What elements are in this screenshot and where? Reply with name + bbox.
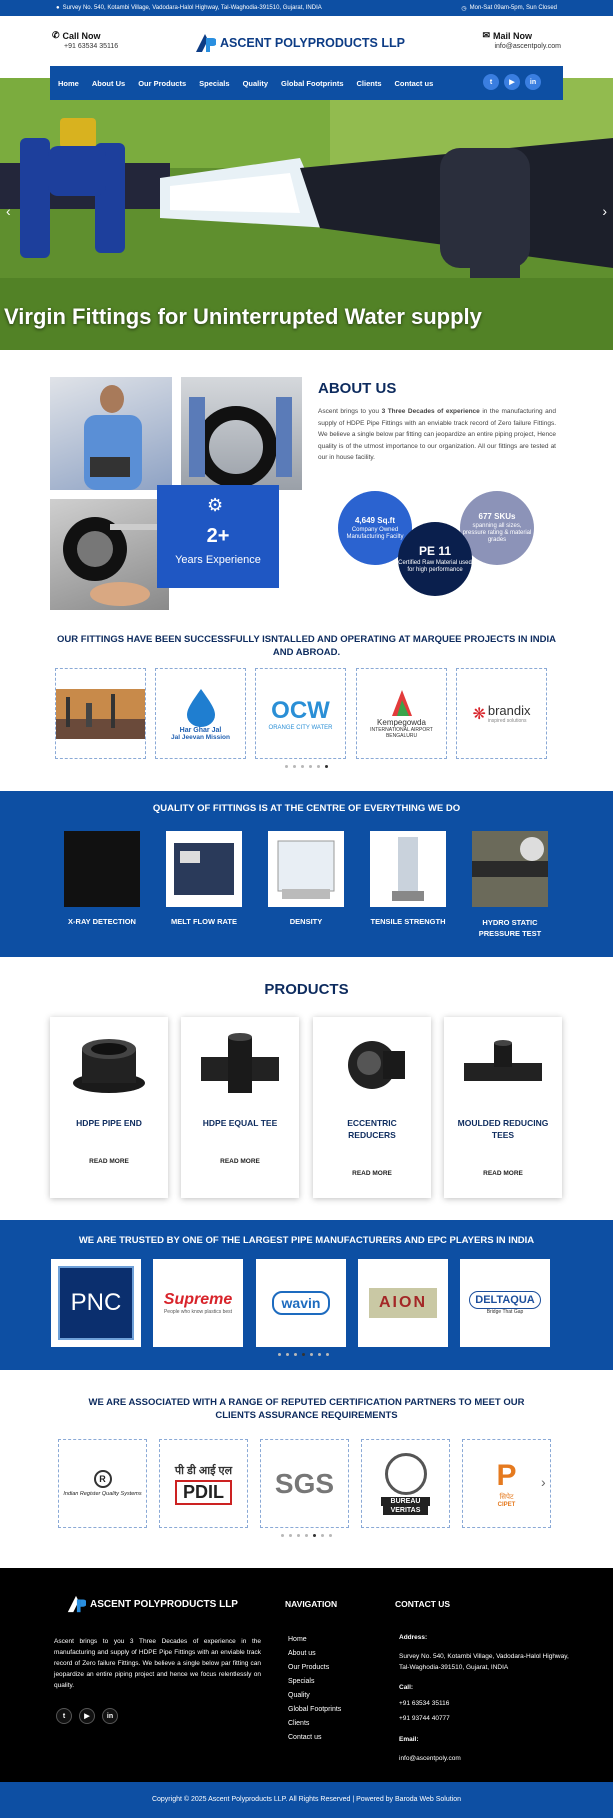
brandix-logo-icon: ❋ — [472, 705, 486, 723]
location-pin-icon: ● — [56, 5, 60, 11]
call-now-block[interactable]: ✆ Call Now +91 63534 35116 — [52, 30, 119, 50]
nav-home[interactable]: Home — [58, 78, 79, 88]
about-photo-caliper — [50, 499, 169, 610]
quality-item-hydro: HYDRO STATIC PRESSURE TEST — [465, 831, 555, 939]
footer-phone-2[interactable]: +91 93744 40777 — [399, 1715, 450, 1722]
product-card-equal-tee[interactable]: HDPE EQUAL TEE READ MORE — [181, 1017, 299, 1198]
carousel-dot[interactable] — [289, 1534, 292, 1537]
client-logo-supreme: Supreme People who know plastics best — [153, 1259, 243, 1347]
equal-tee-image — [181, 1017, 299, 1107]
carousel-dot[interactable] — [293, 765, 296, 768]
carousel-dot[interactable] — [301, 765, 304, 768]
carousel-dot[interactable] — [286, 1353, 289, 1356]
youtube-icon[interactable]: ▶ — [79, 1708, 95, 1724]
top-info-bar — [0, 0, 613, 16]
eccentric-reducer-image — [313, 1017, 431, 1107]
carousel-dot[interactable] — [294, 1353, 297, 1356]
linkedin-icon[interactable]: in — [102, 1708, 118, 1724]
main-nav — [50, 66, 563, 100]
product-card-pipe-end[interactable]: HDPE PIPE END READ MORE — [50, 1017, 168, 1198]
carousel-dot[interactable] — [305, 1534, 308, 1537]
nav-our-products[interactable]: Our Products — [138, 78, 187, 88]
trusted-carousel-dots[interactable] — [278, 1353, 329, 1356]
project-logo-ocw: OCW ORANGE CITY WATER — [255, 668, 346, 759]
phone-icon: ✆ — [52, 30, 60, 40]
projects-carousel-dots[interactable] — [285, 765, 328, 768]
ascent-logo-icon — [194, 32, 216, 54]
footer-contact-heading: CONTACT US — [395, 1599, 451, 1609]
cert-logo-bureau-veritas: BUREAU VERITAS — [361, 1439, 450, 1528]
trusted-heading: WE ARE TRUSTED BY ONE OF THE LARGEST PIPE MANUFACTURERS AND EPC PLAYERS IN INDIA — [78, 1235, 535, 1246]
carousel-dot-active[interactable] — [302, 1353, 305, 1356]
youtube-icon[interactable]: ▶ — [504, 74, 520, 90]
footer-nav-home[interactable]: Home — [288, 1636, 307, 1643]
cert-logo-irqs: R Indian Register Quality Systems — [58, 1439, 147, 1528]
client-logo-wavin: wavin — [256, 1259, 346, 1347]
footer-nav-heading: NAVIGATION — [285, 1599, 338, 1609]
footer-nav-clients[interactable]: Clients — [288, 1720, 310, 1727]
quality-item-tensile: TENSILE STRENGTH — [363, 831, 453, 926]
about-photo-man — [50, 377, 172, 490]
density-image — [268, 831, 344, 907]
hero-caption: Virgin Fittings for Uninterrupted Water supply — [4, 304, 482, 329]
mail-address[interactable]: info@ascentpoly.com — [494, 43, 561, 50]
footer-call-label: Call: — [399, 1684, 414, 1691]
trusted-section — [0, 1220, 613, 1370]
footer-nav-specials[interactable]: Specials — [288, 1678, 315, 1685]
hours-info: ◷ Mon-Sat 09am-5pm, Sun Closed — [461, 5, 557, 12]
about-photo-caliper-figure — [50, 499, 169, 610]
twitter-icon[interactable]: t — [483, 74, 499, 90]
site-footer — [0, 1568, 613, 1818]
site-logo[interactable]: ASCENT POLYPRODUCTS LLP — [194, 32, 405, 54]
about-text: Ascent brings to you 3 Three Decades of experience in the manufacturing and supply of HDPE Pipe Fittings with an enviable track record of Zero failure Fittings. We believe a single below par fitting can jeopardize an entire piping project, Hence quality is of the utmost importance to our organization. All our fittings are tested at our in house facility. — [318, 408, 556, 461]
copyright-bar: Copyright © 2025 Ascent Polyproducts LLP. All Rights Reserved | Powered by Baroda Web Solution — [0, 1782, 613, 1818]
carousel-dot[interactable] — [329, 1534, 332, 1537]
nav-contact-us[interactable]: Contact us — [394, 78, 434, 88]
nav-global-footprints[interactable]: Global Footprints — [281, 78, 344, 88]
melt-flow-image — [166, 831, 242, 907]
footer-address-label: Address: — [399, 1634, 428, 1641]
years-experience-box — [157, 485, 279, 588]
reducing-tee-image — [444, 1017, 562, 1107]
footer-email-label: Email: — [399, 1736, 419, 1743]
nav-specials[interactable]: Specials — [199, 78, 230, 88]
footer-phone-1[interactable]: +91 63534 35116 — [399, 1700, 450, 1707]
read-more-link[interactable]: READ MORE — [89, 1158, 129, 1165]
irqs-logo-icon: R — [94, 1470, 112, 1488]
footer-social-links — [56, 1708, 118, 1724]
projects-heading: OUR FITTINGS HAVE BEEN SUCCESSFULLY ISNTALLED AND OPERATING AT MARQUEE PROJECTS IN INDIA AND ABROAD. — [57, 634, 556, 658]
cert-logo-sgs: SGS — [260, 1439, 349, 1528]
footer-nav-products[interactable]: Our Products — [288, 1664, 330, 1671]
footer-nav-about[interactable]: About us — [288, 1650, 316, 1657]
cert-logo-pdil: पी डी आई एल PDIL — [159, 1439, 248, 1528]
envelope-icon: ✉ — [482, 30, 491, 40]
product-card-eccentric-reducers[interactable]: ECCENTRIC REDUCERS READ MORE — [313, 1017, 431, 1198]
quality-item-melt-flow: MELT FLOW RATE — [159, 831, 249, 926]
quality-item-density: DENSITY — [261, 831, 351, 926]
products-heading: PRODUCTS — [264, 981, 349, 998]
carousel-dot[interactable] — [318, 1353, 321, 1356]
client-logo-aion: AION — [358, 1259, 448, 1347]
quality-heading: QUALITY OF FITTINGS IS AT THE CENTRE OF EVERYTHING WE DO — [152, 803, 461, 814]
clock-icon: ◷ — [461, 5, 467, 12]
nav-quality[interactable]: Quality — [242, 78, 268, 88]
about-photo-coil-figure — [181, 377, 302, 490]
slider-prev-arrow[interactable]: ‹ — [6, 203, 11, 219]
about-photo-men-coil — [181, 377, 302, 490]
linkedin-icon[interactable]: in — [525, 74, 541, 90]
kempegowda-logo-icon — [387, 688, 417, 718]
gears-icon: ⚙ — [207, 495, 224, 515]
stat-skus-bubble: 677 SKUs spanning all sizes, pressure rating & material grades — [460, 491, 534, 565]
client-logo-deltaqua: DELTAQUA Bridge That Gap — [460, 1259, 550, 1347]
read-more-link[interactable]: READ MORE — [352, 1170, 392, 1177]
carousel-dot[interactable] — [309, 765, 312, 768]
carousel-dot[interactable] — [281, 1534, 284, 1537]
bureau-veritas-seal-icon — [385, 1453, 427, 1495]
address-info: ● Survey No. 540, Kotambi Village, Vadodara-Halol Highway, Tal-Waghodia-391510, Gujarat, INDIA — [56, 5, 322, 11]
carousel-dot[interactable] — [317, 765, 320, 768]
about-photo-man-figure — [50, 377, 172, 490]
about-heading: ABOUT US — [318, 380, 397, 397]
twitter-icon[interactable]: t — [56, 1708, 72, 1724]
years-label: Years Experience — [175, 554, 261, 566]
read-more-link[interactable]: READ MORE — [220, 1158, 260, 1165]
client-logo-pnc: PNC — [51, 1259, 141, 1347]
carousel-dot-active[interactable] — [313, 1534, 316, 1537]
carousel-dot[interactable] — [310, 1353, 313, 1356]
certs-heading: WE ARE ASSOCIATED WITH A RANGE OF REPUTED CERTIFICATION PARTNERS TO MEET OUR CLIENTS ASSURANCE REQUIREMENTS — [88, 1397, 525, 1421]
carousel-dot[interactable] — [285, 765, 288, 768]
quality-section — [0, 791, 613, 957]
project-logo-refinery — [55, 668, 146, 759]
certs-carousel-dots[interactable] — [281, 1534, 332, 1537]
footer-about-text: Ascent brings to you 3 Three Decades of experience in the manufacturing and supply of HDPE Pipe Fittings with an enviable track record of Zero failure Fittings. We believe a single below par fitting can jeopardize an entire piping project and hence we focus relentlessly on quality. — [54, 1638, 261, 1689]
call-number[interactable]: +91 63534 35116 — [64, 43, 119, 50]
carousel-dot[interactable] — [278, 1353, 281, 1356]
certs-next-arrow[interactable]: › — [541, 1474, 546, 1490]
cipet-logo-icon: P — [496, 1459, 517, 1492]
ascent-logo-icon — [66, 1594, 86, 1614]
slider-next-arrow[interactable]: › — [602, 203, 607, 219]
read-more-link[interactable]: READ MORE — [483, 1170, 523, 1177]
project-logo-har-ghar-jal: Har Ghar Jal Jal Jeevan Mission — [155, 668, 246, 759]
cert-logo-cipet: P सिपेट CIPET — [462, 1439, 551, 1528]
refinery-image — [56, 689, 145, 739]
carousel-dot[interactable] — [297, 1534, 300, 1537]
nav-clients[interactable]: Clients — [356, 78, 382, 88]
project-logo-brandix: ❋ brandix inspired solutions — [456, 668, 547, 759]
hydro-image — [472, 831, 548, 907]
stat-area-bubble: 4,649 Sq.ft Company Owned Manufacturing Facilty — [338, 491, 412, 565]
hero-slider — [0, 78, 613, 350]
project-logo-kempegowda: Kempegowda INTERNATIONAL AIRPORT BENGALURU — [356, 668, 447, 759]
quality-item-xray: X-RAY DETECTION — [57, 831, 147, 926]
years-number: 2+ — [206, 525, 230, 547]
carousel-dot-active[interactable] — [325, 765, 328, 768]
pipe-end-image — [50, 1017, 168, 1107]
nav-social-links — [483, 74, 541, 90]
mail-now-block[interactable]: ✉ Mail Now info@ascentpoly.com — [482, 30, 561, 50]
footer-logo[interactable]: ASCENT POLYPRODUCTS LLP — [66, 1594, 238, 1614]
footer-nav — [288, 1636, 341, 1748]
nav-about-us[interactable]: About Us — [91, 78, 126, 88]
carousel-dot[interactable] — [321, 1534, 324, 1537]
tensile-image — [370, 831, 446, 907]
footer-email[interactable]: info@ascentpoly.com — [399, 1755, 461, 1762]
footer-nav-quality[interactable]: Quality — [288, 1692, 310, 1699]
stat-pe11-bubble: PE 11 Certified Raw Material used for high performance — [398, 522, 472, 596]
water-drop-icon — [181, 687, 221, 727]
product-card-reducing-tees[interactable]: MOULDED REDUCING TEES READ MORE — [444, 1017, 562, 1198]
site-header — [0, 16, 613, 66]
footer-nav-global[interactable]: Global Footprints — [288, 1706, 342, 1713]
footer-nav-contact[interactable]: Contact us — [288, 1734, 322, 1741]
footer-address: Survey No. 540, Kotambi Village, Vadodara-Halol Highway, Tal-Waghodia-391510, Gujarat, INDIA — [399, 1653, 569, 1671]
carousel-dot[interactable] — [326, 1353, 329, 1356]
xray-image — [64, 831, 140, 907]
